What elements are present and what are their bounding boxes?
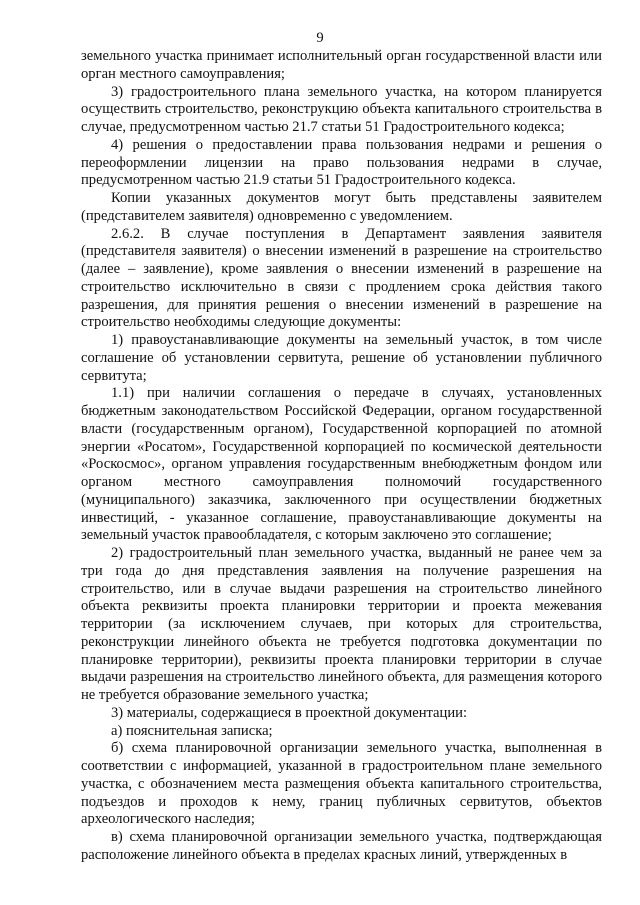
- paragraph-continuation: земельного участка принимает исполнительный орган государственной власти или орган местного самоуправления;: [81, 48, 602, 82]
- paragraph-item-v-linear-object-scheme: в) схема планировочной организации земельного участка, подтверждающая расположение линейного объекта в пределах красных линий, утвержденных в: [81, 829, 602, 863]
- paragraph-document-copies: Копии указанных документов могут быть представлены заявителем (представителем заявителя) одновременно с уведомлением.: [81, 190, 602, 224]
- paragraph-item-3-project-materials: 3) материалы, содержащиеся в проектной документации:: [111, 704, 468, 721]
- paragraph-item-1-1-transfer-agreement: 1.1) при наличии соглашения о передаче в случаях, установленных бюджетным законодательством Российской Федерации, органом государственной власти (государственным органом), Государственной корпорацией по атомной энергии «Росатом», Государственной корпорацией по космической деятельности «Роскосмос», органом управления государственным внебюджетным фондом или органом местного самоуправления полномочий государственного (муниципального) заказчика, заключенного при осуществлении бюджетных инвестиций, - указанное соглашение, правоустанавливающие документы на земельный участок правообладателя, с которым заключено это соглашение;: [81, 385, 602, 544]
- paragraph-item-3-town-plan: 3) градостроительного плана земельного участка, на котором планируется осуществить строительство, реконструкцию объекта капитального строительства в случае, предусмотренном частью 21.7 статьи 51 Градостроительного кодекса;: [81, 83, 602, 135]
- page-number: 9: [316, 30, 324, 46]
- document-body: [81, 48, 602, 865]
- paragraph-item-2-town-plan: 2) градостроительный план земельного участка, выданный не ранее чем за три года до дня представления заявления на получение разрешения на строительство, или в случае выдачи разрешения на строительство линейного объекта реквизиты проекта планировки территории и проекта межевания территории (за исключением случаев, при которых для строительства, реконструкции линейного объекта не требуется подготовка документации по планировке территории), реквизиты проекта планировки территории в случае выдачи разрешения на строительство линейного объекта, для размещения которого не требуется образование земельного участка;: [81, 545, 602, 703]
- paragraph-section-2-6-2: 2.6.2. В случае поступления в Департамент заявления заявителя (представителя заявителя) о внесении изменений в разрешение на строительство (далее – заявление), кроме заявления о внесении изменений в разрешение на строительство исключительно в связи с продлением срока действия такого разрешения, для принятия решения о внесении изменений в разрешение на строительство необходимы следующие документы:: [81, 225, 602, 331]
- paragraph-item-4-subsoil-decision: 4) решения о предоставлении права пользования недрами и решения о переоформлении лицензии на право пользования недрами в случае, предусмотренном частью 21.9 статьи 51 Градостроительного кодекса.: [81, 136, 602, 189]
- paragraph-item-b-site-scheme: б) схема планировочной организации земельного участка, выполненная в соответствии с информацией, указанной в градостроительном плане земельного участка, с обозначением места размещения объекта капитального строительства, подъездов и проходов к нему, границ публичных сервитутов, объектов археологического наследия;: [81, 740, 602, 828]
- paragraph-item-a-explanatory-note: а) пояснительная записка;: [111, 722, 273, 739]
- paragraph-item-1-title-documents: 1) правоустанавливающие документы на земельный участок, в том числе соглашение об установлении сервитута, решение об установлении публичного сервитута;: [81, 332, 602, 384]
